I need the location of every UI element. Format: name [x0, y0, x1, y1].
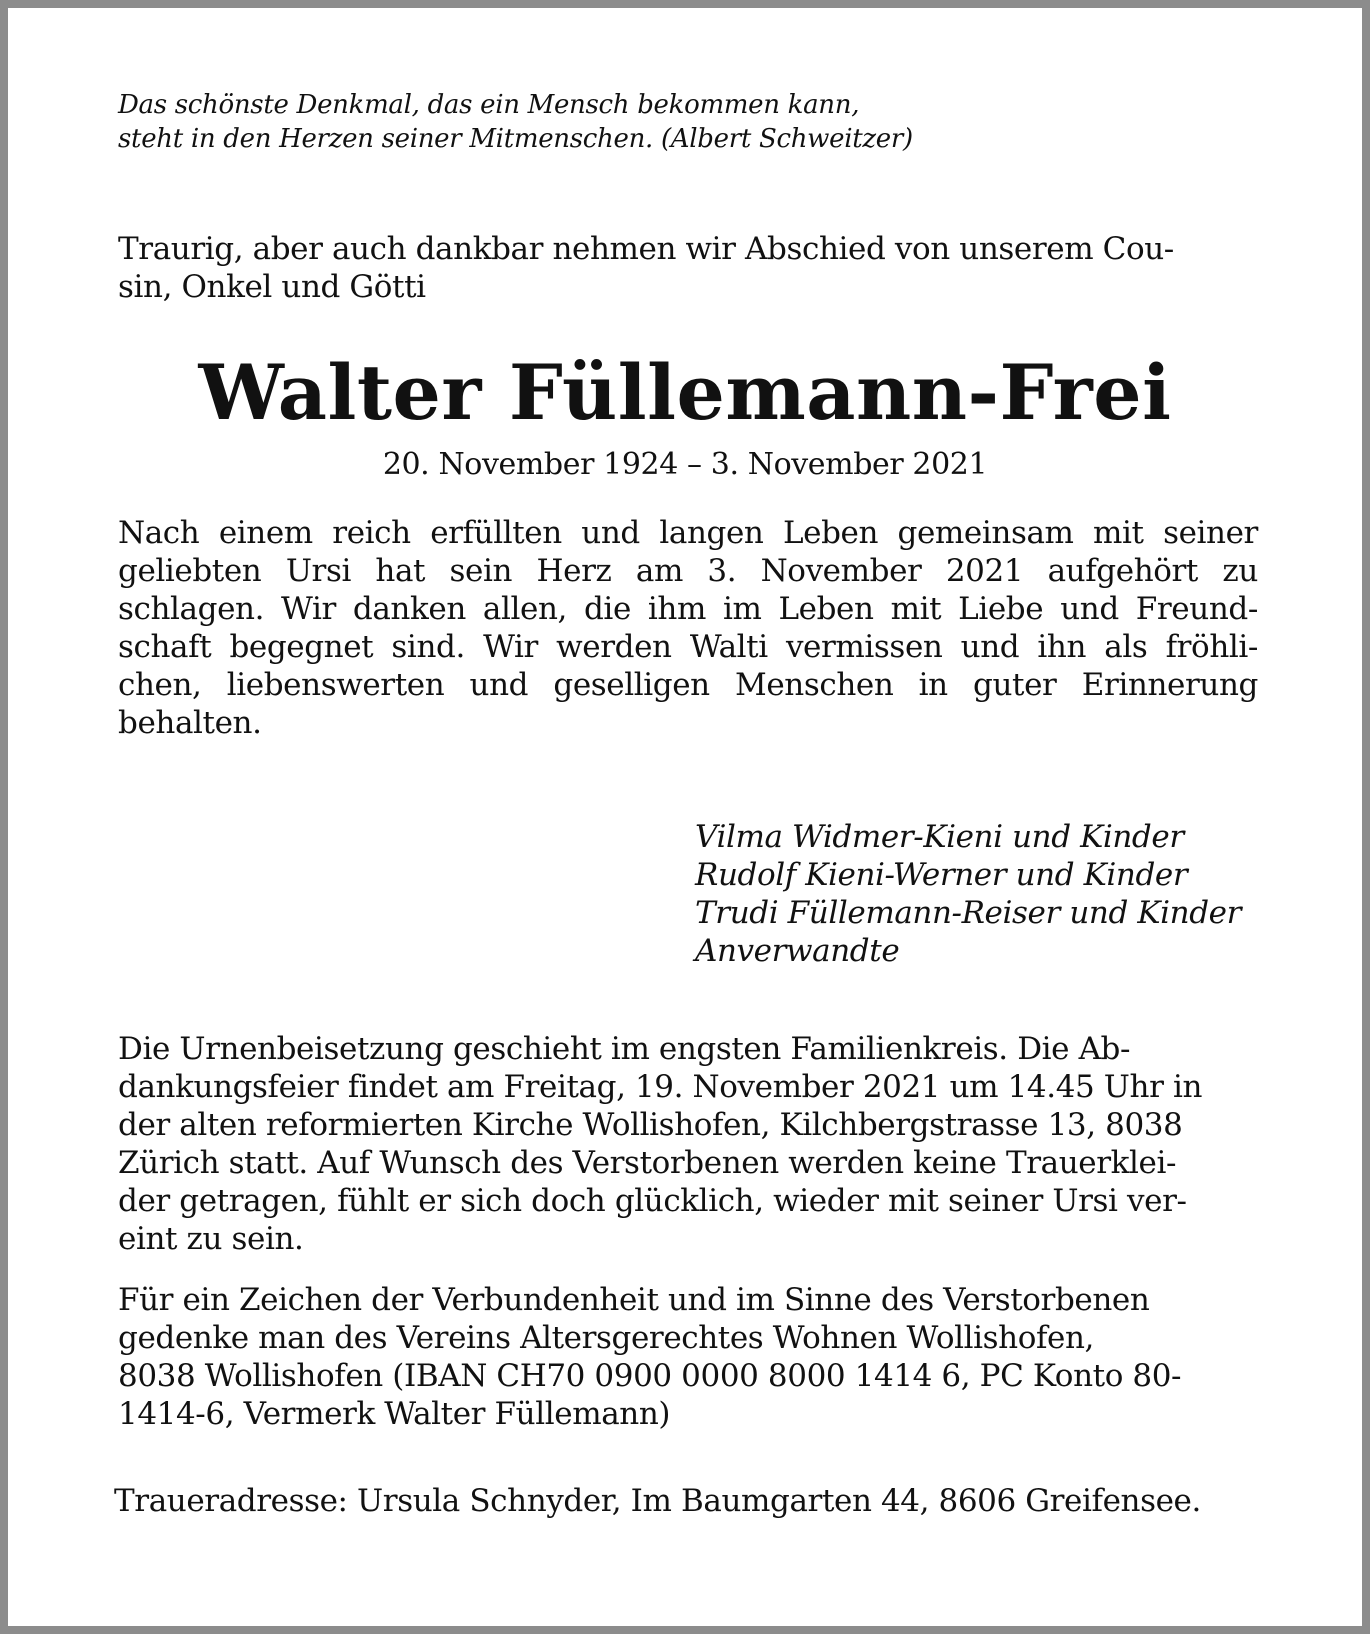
message-word: chen, [118, 667, 202, 703]
message-word: Nach [118, 515, 200, 551]
message-word: 3. [707, 553, 737, 589]
message-word: mit [890, 591, 942, 627]
message-word: und [960, 629, 1020, 665]
message-word: November [760, 553, 922, 589]
message-word: 2021 [945, 553, 1024, 589]
message-word: ihn [1037, 629, 1087, 665]
mourner-entry: Rudolf Kieni-Werner und Kinder [695, 857, 1188, 893]
message-line [118, 552, 1258, 590]
message-word: Leben [778, 591, 874, 627]
message-word: Erinnerung [1081, 667, 1258, 703]
message-line [118, 590, 1258, 628]
message-word: am [635, 553, 683, 589]
epigraph-quote [118, 88, 913, 156]
obituary-card [8, 8, 1362, 1626]
intro-line: Traurig, aber auch dankbar nehmen wir Abschied von unserem Cou- [118, 231, 1174, 267]
message-word: fröhli- [1165, 629, 1258, 665]
deceased-name: Walter Füllemann-Frei [198, 348, 1172, 437]
message-word: einem [218, 515, 313, 551]
message-word: vermissen [785, 629, 943, 665]
message-word: allen, [482, 591, 567, 627]
message-word: sind. [391, 629, 465, 665]
ceremony-line: der getragen, fühlt er sich doch glücklich, wieder mit seiner Ursi ver- [118, 1183, 1187, 1219]
ceremony-line: dankungsfeier findet am Freitag, 19. November 2021 um 14.45 Uhr in [118, 1069, 1203, 1105]
message-line [118, 514, 1258, 552]
mourning-address: Traueradresse: Ursula Schnyder, Im Baumgarten 44, 8606 Greifensee. [114, 1483, 1201, 1519]
message-line [118, 628, 1258, 666]
donation-line: Für ein Zeichen der Verbundenheit und im Sinne des Verstorbenen [118, 1282, 1150, 1318]
message-word: werden [556, 629, 672, 665]
life-dates: 20. November 1924 – 3. November 2021 [382, 447, 988, 482]
message-word: als [1104, 629, 1148, 665]
quote-line: Das schönste Denkmal, das ein Mensch bekommen kann, [118, 90, 860, 120]
mourner-entry: Anverwandte [695, 933, 900, 969]
message-word: hat [375, 553, 426, 589]
quote-line: steht in den Herzen seiner Mitmenschen. (Albert Schweitzer) [118, 124, 913, 154]
message-word: in [918, 667, 948, 703]
message-word: langen [659, 515, 764, 551]
message-word: mit [1093, 515, 1144, 551]
intro-text [118, 230, 1174, 306]
message-word: erfüllten [430, 515, 562, 551]
message-word: danken [352, 591, 466, 627]
message-word: Ursi [285, 553, 351, 589]
mourner-entry: Trudi Füllemann-Reiser und Kinder [695, 895, 1242, 931]
intro-line: sin, Onkel und Götti [118, 269, 426, 305]
message-word: seiner [1163, 515, 1258, 551]
donation-line: gedenke man des Vereins Altersgerechtes Wohnen Wollishofen, [118, 1320, 1095, 1356]
mourners-list [695, 818, 1241, 970]
message-word: zu [1222, 553, 1258, 589]
message-word: Menschen [735, 667, 894, 703]
message-word: und [1060, 591, 1119, 627]
message-word: Wir [483, 629, 538, 665]
message-line: behalten. [118, 705, 262, 741]
message-word: Liebe [958, 591, 1044, 627]
donation-line: 8038 Wollishofen (IBAN CH70 0900 0000 8000 1414 6, PC Konto 80- [118, 1358, 1182, 1394]
message-word: Herz [536, 553, 612, 589]
message-word: aufgehört [1047, 553, 1198, 589]
message-paragraph [118, 514, 1258, 742]
message-word: schaft [118, 629, 212, 665]
message-word: im [722, 591, 762, 627]
message-word: Freund- [1135, 591, 1258, 627]
message-word: und [469, 667, 529, 703]
message-word: begegnet [229, 629, 374, 665]
donation-line: 1414-6, Vermerk Walter Füllemann) [118, 1396, 671, 1432]
message-word: geliebten [118, 553, 262, 589]
message-line [118, 666, 1258, 704]
message-word: und [581, 515, 640, 551]
message-word: schlagen. [118, 591, 265, 627]
ceremony-line: Zürich statt. Auf Wunsch des Verstorbenen werden keine Trauerklei- [118, 1145, 1177, 1181]
mourner-entry: Vilma Widmer-Kieni und Kinder [695, 819, 1184, 855]
message-word: Leben [782, 515, 879, 551]
message-word: Wir [281, 591, 336, 627]
message-word: die [583, 591, 631, 627]
ceremony-line: der alten reformierten Kirche Wollishofen, Kilchbergstrasse 13, 8038 [118, 1107, 1183, 1143]
donation-paragraph [118, 1281, 1258, 1433]
message-word: reich [332, 515, 411, 551]
ceremony-line: Die Urnenbeisetzung geschieht im engsten Familienkreis. Die Ab- [118, 1031, 1131, 1067]
message-word: guter [973, 667, 1057, 703]
message-word: sein [449, 553, 513, 589]
message-word: geselligen [553, 667, 710, 703]
message-word: Walti [689, 629, 768, 665]
ceremony-paragraph [118, 1030, 1258, 1258]
message-word: gemeinsam [897, 515, 1074, 551]
message-word: ihm [647, 591, 706, 627]
ceremony-line: eint zu sein. [118, 1221, 304, 1257]
message-word: liebenswerten [226, 667, 445, 703]
